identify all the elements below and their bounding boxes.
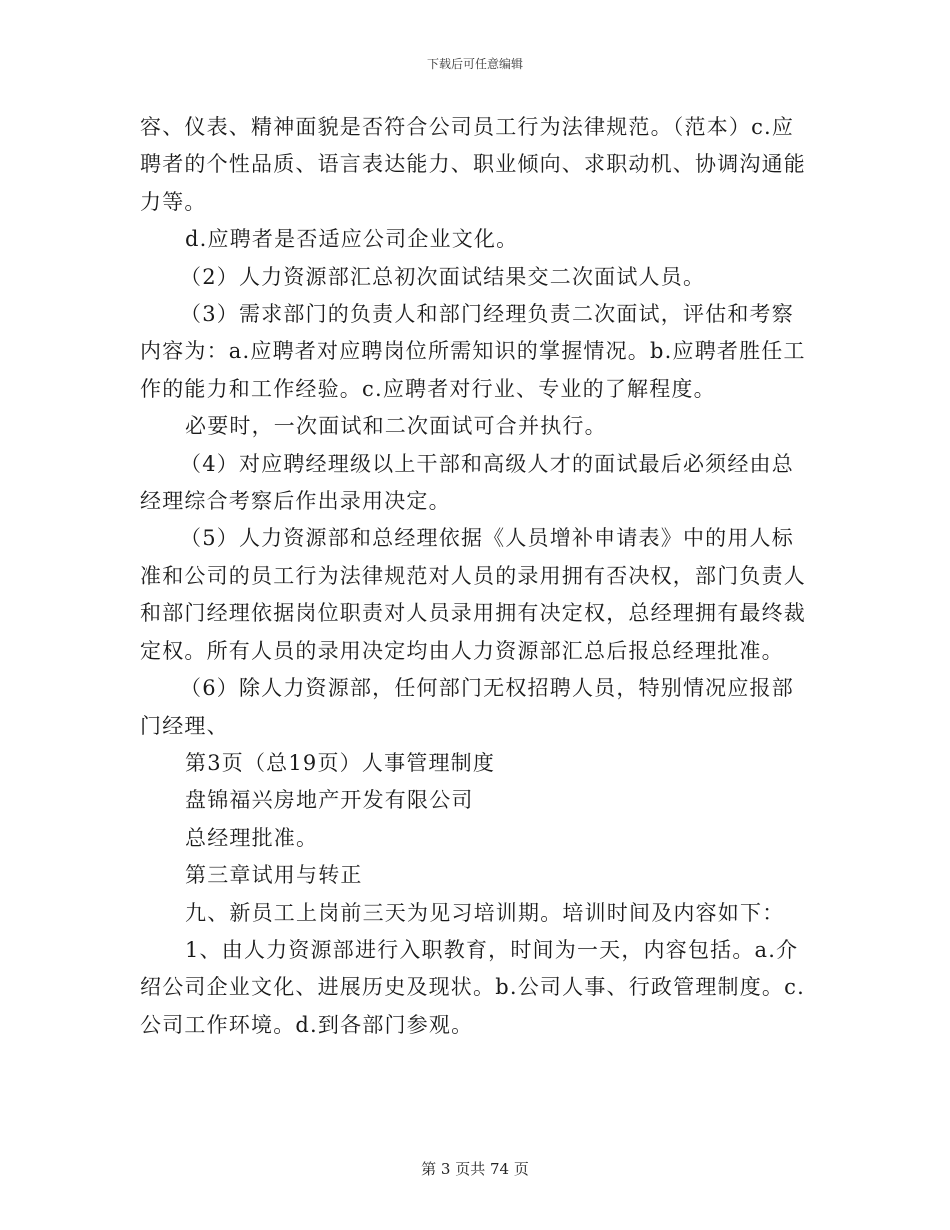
- page-reference: 第3页（总19页）人事管理制度: [185, 750, 496, 775]
- paragraph: 九、新员工上岗前三天为见习培训期。培训时间及内容如下：: [185, 900, 785, 925]
- paragraph: （6）除人力资源部，任何部门无权招聘人员，特别情况应报部门经理、: [140, 676, 794, 738]
- paragraph: d.应聘者是否适应公司企业文化。: [185, 227, 519, 252]
- paragraph: （2）人力资源部汇总初次面试结果交二次面试人员。: [180, 264, 706, 289]
- page-header: 下载后可任意编辑: [426, 57, 523, 71]
- paragraph: 必要时，一次面试和二次面试可合并执行。: [185, 414, 607, 439]
- company-name: 盘锦福兴房地产开发有限公司: [185, 788, 474, 813]
- paragraph: 容、仪表、精神面貌是否符合公司员工行为法律规范。（范本）c.应聘者的个性品质、语言表达能力、职业倾向、求职动机、协调沟通能力等。: [140, 115, 806, 214]
- paragraph: （3）需求部门的负责人和部门经理负责二次面试，评估和考察内容为：a.应聘者对应聘岗位所需知识的掌握情况。b.应聘者胜任工作的能力和工作经验。c.应聘者对行业、专业的了解程度。: [140, 302, 806, 401]
- paragraph: （5）人力资源部和总经理依据《人员增补申请表》中的用人标准和公司的员工行为法律规范对人员的录用拥有否决权，部门负责人和部门经理依据岗位职责对人员录用拥有决定权，总经理拥有最终裁定权。所有人员的录用决定均由人力资源部汇总后报总经理批准。: [140, 526, 806, 663]
- paragraph: 1、由人力资源部进行入职教育，时间为一天，内容包括。a.介绍公司企业文化、进展历史及现状。b.公司人事、行政管理制度。c.公司工作环境。d.到各部门参观。: [140, 937, 805, 1037]
- document-body: [140, 109, 812, 1044]
- chapter-heading: 第三章试用与转正: [185, 863, 363, 888]
- page-footer: 第 3 页共 74 页: [421, 1160, 529, 1178]
- paragraph: （4）对应聘经理级以上干部和高级人才的面试最后必须经由总经理综合考察后作出录用决定。: [140, 451, 794, 514]
- paragraph: 总经理批准。: [185, 825, 319, 850]
